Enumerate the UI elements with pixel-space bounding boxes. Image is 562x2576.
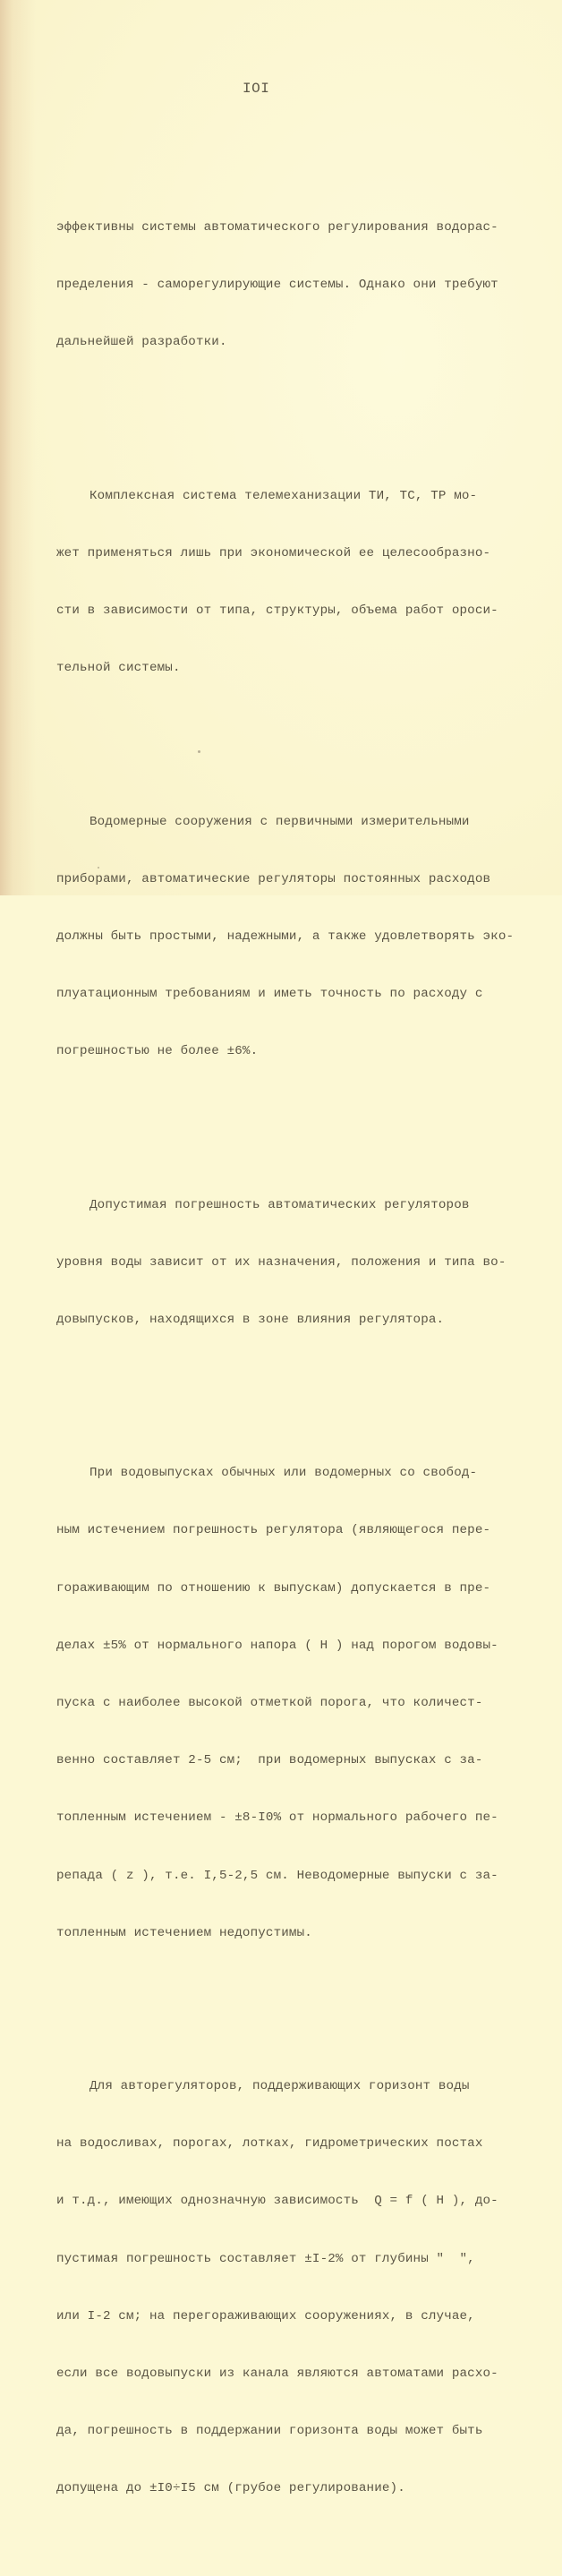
text-line: уровня воды зависит от их назначения, положения и типа во- [56,1254,507,1270]
paragraph-2 [56,449,522,717]
text-line: и т.д., имеющих однозначную зависимость Q = f ( H ), до- [56,2194,498,2209]
text-line: пустимая погрешность составляет ±I-2% от глубины " ", [56,2251,475,2266]
text-line: приборами, автоматические регуляторы постоянных расходов [56,871,491,886]
text-line: жет применяться лишь при экономической ее целесообразно- [56,545,491,561]
paragraph-6 [56,2039,522,2537]
paragraph-5 [56,1425,522,1981]
text-line: Допустимая погрешность автоматических регуляторов [89,1197,470,1212]
text-line: пределения - саморегулирующие системы. Однако они требуют [56,278,498,293]
text-line: должны быть простыми, надежными, а также удовлетворять эко- [56,929,515,944]
text-line: или I-2 см; на перегораживающих сооружениях, в случае, [56,2308,475,2324]
text-line: эффективны системы автоматического регулирования водорас- [56,220,498,235]
text-line: пуска с наиболее высокой отметкой порога, что количест- [56,1696,483,1711]
text-line: топленным истечением - ±8-I0% от нормального рабочего пе- [56,1810,498,1826]
text-line: Водомерные сооружения с первичными измерительными [89,814,470,829]
text-line: на водосливах, порогах, лотках, гидрометрических постах [56,2136,483,2152]
paragraph-1 [56,180,522,390]
text-line: дальнейшей разработки. [56,335,227,350]
page-number: IOI [243,81,270,97]
text-line: Для авторегуляторов, поддерживающих горизонт воды [89,2079,470,2094]
paragraph-3 [56,775,522,1100]
text-line: погрешностью не более ±6%. [56,1044,259,1059]
text-line: ным истечением погрешность регулятора (являющегося пере- [56,1523,491,1538]
text-line: да, погрешность в поддержании горизонта воды может быть [56,2424,483,2439]
text-line: гораживающим по отношению к выпускам) допускается в пре- [56,1580,491,1596]
text-line: если все водовыпуски из канала являются автоматами расхо- [56,2366,498,2382]
text-line: При водовыпусках обычных или водомерных со свобод- [89,1466,478,1481]
text-line: Комплексная система телемеханизации ТИ, ТС, ТР мо- [89,488,478,503]
text-line: плуатационным требованиям и иметь точность по расходу с [56,987,483,1002]
text-line: тельной системы. [56,661,181,676]
document-body [56,123,522,2576]
text-line: делах ±5% от нормального напора ( H ) над порогом водовы- [56,1638,498,1653]
text-line: топленным истечением недопустимы. [56,1925,312,1940]
text-line: венно составляет 2-5 см; при водомерных выпусках с за- [56,1753,483,1768]
text-line: сти в зависимости от типа, структуры, объема работ ороси- [56,603,498,619]
text-line: репада ( z ), т.е. I,5-2,5 см. Неводомерные выпуски с за- [56,1868,498,1883]
paper-speck [198,750,200,753]
text-line: довыпусков, находящихся в зоне влияния регулятора. [56,1312,445,1327]
paragraph-4 [56,1158,522,1368]
text-line: допущена до ±I0÷I5 см (грубое регулирование). [56,2481,405,2496]
paper-speck [98,867,99,869]
